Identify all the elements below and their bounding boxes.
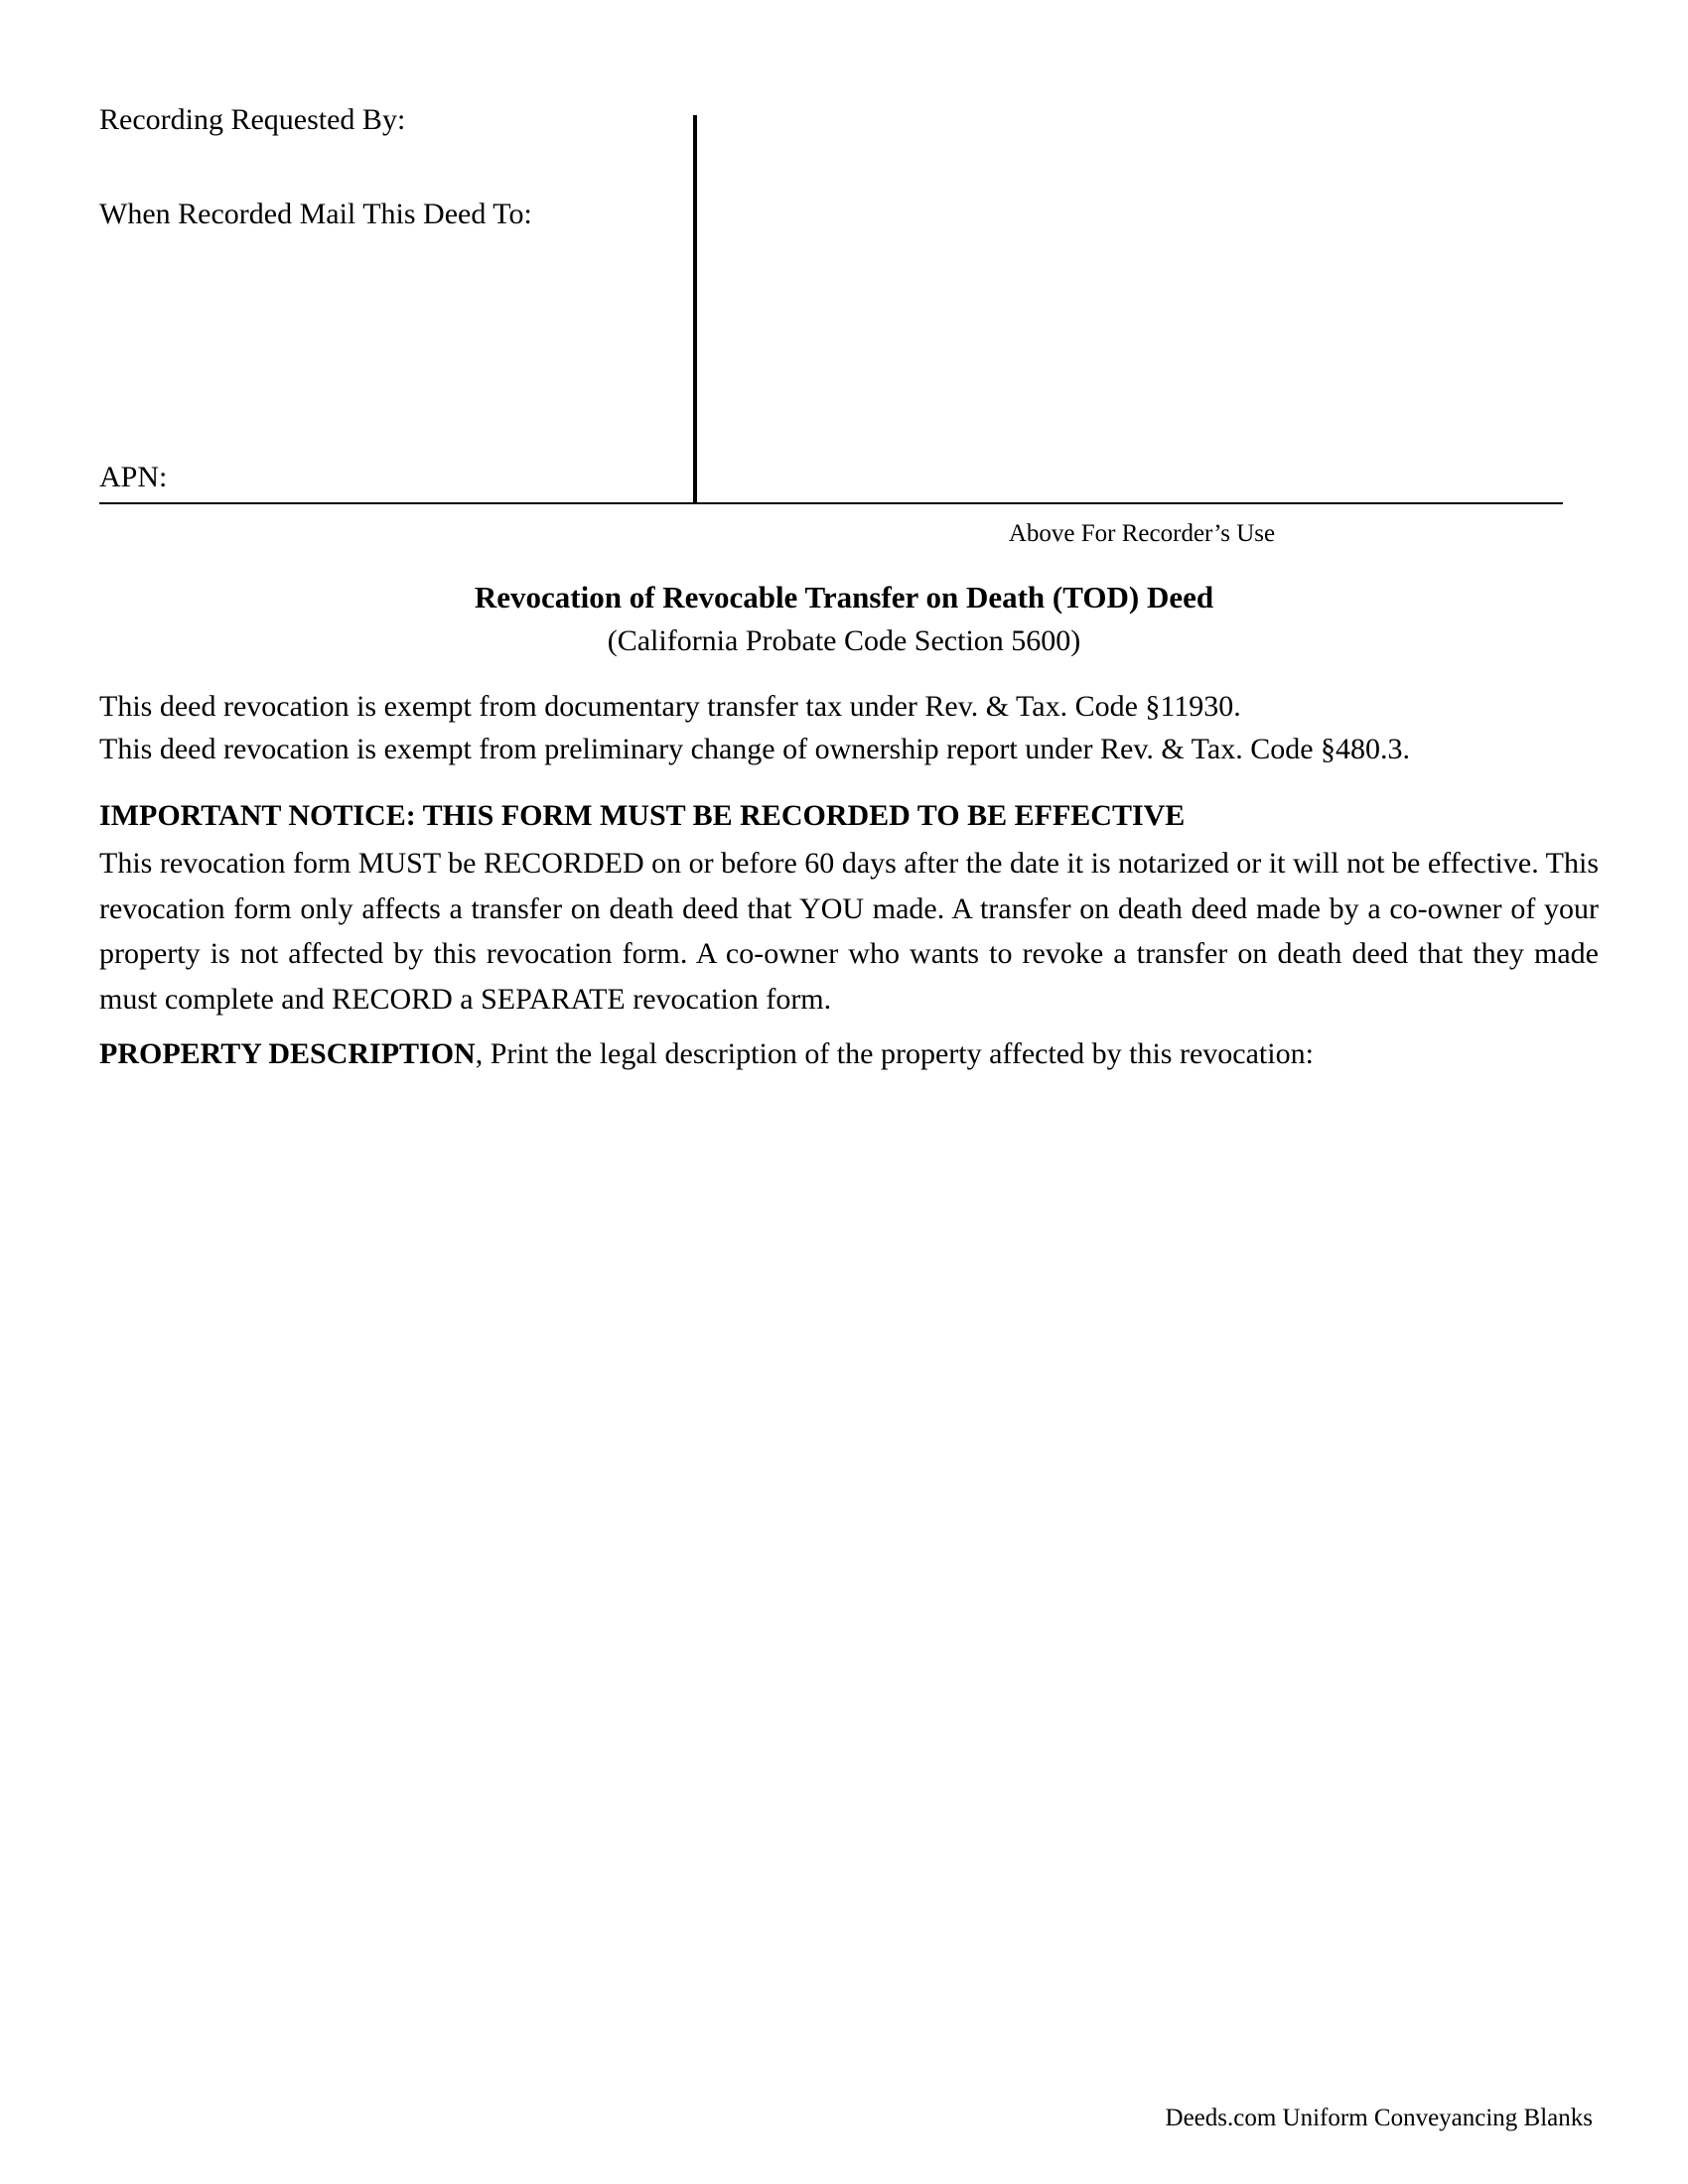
exemption-transfer-tax: This deed revocation is exempt from documentary transfer tax under Rev. & Tax. Code §11930. [99, 690, 1241, 723]
important-notice-heading: IMPORTANT NOTICE: THIS FORM MUST BE RECORDED TO BE EFFECTIVE [99, 799, 1186, 832]
property-description-line [99, 1035, 1314, 1073]
header-horizontal-divider [99, 502, 1563, 504]
recording-requested-by-label: Recording Requested By: [99, 103, 406, 136]
document-subtitle: (California Probate Code Section 5600) [607, 624, 1081, 657]
property-description-instruction: , Print the legal description of the property affected by this revocation: [475, 1037, 1314, 1070]
important-notice-body: This revocation form MUST be RECORDED on or before 60 days after the date it is notarized or it will not be effective. This revocation form only affects a transfer on death deed that YOU made. A transfer on death deed made by a co-owner of your property is not affected by this revocation form. A co-owner who wants to revoke a transfer on death deed that they made must complete and RECORD a SEPARATE revocation form. [99, 847, 1599, 1016]
property-description-label: PROPERTY DESCRIPTION [99, 1037, 476, 1070]
recorder-use-label: Above For Recorder’s Use [1008, 520, 1276, 547]
document-title: Revocation of Revocable Transfer on Death (TOD) Deed [474, 580, 1214, 614]
mail-to-label: When Recorded Mail This Deed To: [99, 198, 532, 230]
header-vertical-divider [693, 115, 697, 504]
apn-label: APN: [99, 461, 168, 493]
footer-text: Deeds.com Uniform Conveyancing Blanks [1165, 2105, 1593, 2131]
exemption-change-of-ownership: This deed revocation is exempt from preliminary change of ownership report under Rev. & Tax. Code §480.3. [99, 733, 1411, 765]
